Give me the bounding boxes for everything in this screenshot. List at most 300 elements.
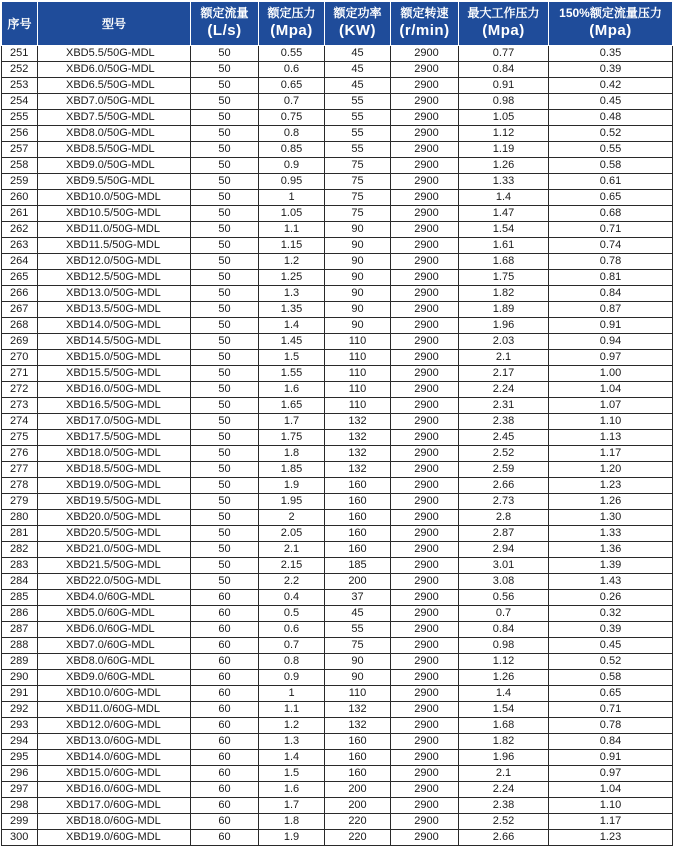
cell-max-pressure: 2.87	[459, 526, 549, 542]
cell-max-pressure: 3.08	[459, 574, 549, 590]
cell-150-pressure: 1.23	[549, 478, 673, 494]
table-row	[2, 638, 673, 654]
table-row	[2, 782, 673, 798]
cell-pressure: 1.95	[259, 494, 325, 510]
header-max-pressure-label: 最大工作压力	[467, 6, 540, 20]
cell-flow: 60	[191, 814, 259, 830]
cell-no: 274	[2, 414, 38, 430]
cell-model: XBD5.0/60G-MDL	[38, 606, 191, 622]
cell-model: XBD19.5/50G-MDL	[38, 494, 191, 510]
cell-150-pressure: 1.36	[549, 542, 673, 558]
cell-power: 110	[325, 398, 391, 414]
table-row	[2, 542, 673, 558]
cell-flow: 50	[191, 206, 259, 222]
cell-power: 110	[325, 686, 391, 702]
cell-power: 160	[325, 766, 391, 782]
cell-flow: 50	[191, 302, 259, 318]
cell-max-pressure: 1.82	[459, 734, 549, 750]
cell-speed: 2900	[391, 782, 459, 798]
cell-no: 266	[2, 286, 38, 302]
cell-speed: 2900	[391, 62, 459, 78]
cell-no: 257	[2, 142, 38, 158]
cell-power: 37	[325, 590, 391, 606]
cell-model: XBD17.5/50G-MDL	[38, 430, 191, 446]
table-row	[2, 110, 673, 126]
table-row	[2, 174, 673, 190]
cell-no: 290	[2, 670, 38, 686]
cell-flow: 60	[191, 830, 259, 846]
cell-max-pressure: 1.54	[459, 222, 549, 238]
cell-model: XBD13.0/50G-MDL	[38, 286, 191, 302]
cell-speed: 2900	[391, 318, 459, 334]
cell-model: XBD15.5/50G-MDL	[38, 366, 191, 382]
cell-model: XBD14.0/60G-MDL	[38, 750, 191, 766]
cell-no: 288	[2, 638, 38, 654]
table-row	[2, 734, 673, 750]
cell-power: 90	[325, 318, 391, 334]
cell-model: XBD18.0/50G-MDL	[38, 446, 191, 462]
cell-flow: 50	[191, 350, 259, 366]
cell-speed: 2900	[391, 238, 459, 254]
cell-model: XBD12.0/60G-MDL	[38, 718, 191, 734]
table-row	[2, 814, 673, 830]
header-no: 序号	[2, 2, 38, 46]
cell-power: 132	[325, 446, 391, 462]
header-pressure-label: 额定压力	[267, 6, 316, 20]
cell-max-pressure: 2.38	[459, 414, 549, 430]
cell-no: 291	[2, 686, 38, 702]
header-speed	[391, 2, 459, 46]
cell-model: XBD10.0/50G-MDL	[38, 190, 191, 206]
cell-pressure: 0.7	[259, 94, 325, 110]
header-pressure-unit: (Mpa)	[270, 22, 313, 39]
cell-speed: 2900	[391, 494, 459, 510]
table-row	[2, 398, 673, 414]
cell-max-pressure: 1.96	[459, 750, 549, 766]
cell-pressure: 1.7	[259, 798, 325, 814]
cell-power: 45	[325, 62, 391, 78]
cell-model: XBD12.5/50G-MDL	[38, 270, 191, 286]
cell-150-pressure: 1.39	[549, 558, 673, 574]
cell-power: 45	[325, 606, 391, 622]
cell-150-pressure: 1.20	[549, 462, 673, 478]
cell-max-pressure: 1.82	[459, 286, 549, 302]
cell-model: XBD11.0/50G-MDL	[38, 222, 191, 238]
table-row	[2, 286, 673, 302]
cell-150-pressure: 0.87	[549, 302, 673, 318]
header-flow	[191, 2, 259, 46]
cell-speed: 2900	[391, 766, 459, 782]
cell-speed: 2900	[391, 46, 459, 62]
cell-power: 110	[325, 382, 391, 398]
header-max-pressure	[459, 2, 549, 46]
table-row	[2, 142, 673, 158]
header-power-label: 额定功率	[333, 6, 382, 20]
cell-pressure: 2	[259, 510, 325, 526]
cell-pressure: 1.5	[259, 350, 325, 366]
cell-model: XBD13.0/60G-MDL	[38, 734, 191, 750]
cell-power: 185	[325, 558, 391, 574]
cell-no: 256	[2, 126, 38, 142]
cell-power: 55	[325, 110, 391, 126]
cell-150-pressure: 0.61	[549, 174, 673, 190]
cell-power: 75	[325, 206, 391, 222]
cell-power: 90	[325, 670, 391, 686]
cell-pressure: 1.8	[259, 446, 325, 462]
cell-flow: 50	[191, 318, 259, 334]
header-speed-unit: (r/min)	[399, 22, 450, 39]
cell-flow: 60	[191, 750, 259, 766]
cell-pressure: 2.15	[259, 558, 325, 574]
cell-no: 297	[2, 782, 38, 798]
cell-speed: 2900	[391, 158, 459, 174]
header-flow-label: 额定流量	[200, 6, 249, 20]
table-row	[2, 158, 673, 174]
cell-no: 283	[2, 558, 38, 574]
cell-max-pressure: 1.33	[459, 174, 549, 190]
cell-max-pressure: 1.4	[459, 686, 549, 702]
cell-model: XBD5.5/50G-MDL	[38, 46, 191, 62]
cell-flow: 50	[191, 94, 259, 110]
cell-max-pressure: 1.75	[459, 270, 549, 286]
cell-flow: 50	[191, 238, 259, 254]
cell-flow: 50	[191, 62, 259, 78]
cell-flow: 50	[191, 526, 259, 542]
cell-speed: 2900	[391, 286, 459, 302]
cell-pressure: 1.9	[259, 478, 325, 494]
cell-power: 160	[325, 734, 391, 750]
cell-speed: 2900	[391, 398, 459, 414]
cell-speed: 2900	[391, 430, 459, 446]
cell-model: XBD16.5/50G-MDL	[38, 398, 191, 414]
cell-150-pressure: 1.13	[549, 430, 673, 446]
cell-model: XBD17.0/60G-MDL	[38, 798, 191, 814]
cell-pressure: 0.9	[259, 158, 325, 174]
cell-150-pressure: 0.97	[549, 766, 673, 782]
cell-150-pressure: 0.91	[549, 750, 673, 766]
cell-150-pressure: 0.94	[549, 334, 673, 350]
cell-150-pressure: 1.17	[549, 814, 673, 830]
table-row	[2, 190, 673, 206]
table-row	[2, 206, 673, 222]
cell-power: 75	[325, 158, 391, 174]
cell-power: 55	[325, 126, 391, 142]
cell-150-pressure: 1.33	[549, 526, 673, 542]
cell-pressure: 1.1	[259, 222, 325, 238]
cell-150-pressure: 0.52	[549, 654, 673, 670]
cell-power: 200	[325, 574, 391, 590]
cell-max-pressure: 2.1	[459, 766, 549, 782]
cell-150-pressure: 0.58	[549, 670, 673, 686]
cell-power: 160	[325, 494, 391, 510]
cell-flow: 60	[191, 606, 259, 622]
cell-pressure: 0.85	[259, 142, 325, 158]
table-row	[2, 798, 673, 814]
cell-150-pressure: 1.07	[549, 398, 673, 414]
cell-150-pressure: 0.71	[549, 222, 673, 238]
cell-model: XBD10.0/60G-MDL	[38, 686, 191, 702]
cell-max-pressure: 2.31	[459, 398, 549, 414]
table-row	[2, 510, 673, 526]
cell-150-pressure: 0.71	[549, 702, 673, 718]
cell-power: 110	[325, 350, 391, 366]
cell-pressure: 1.7	[259, 414, 325, 430]
cell-no: 292	[2, 702, 38, 718]
header-flow-unit: (L/s)	[207, 22, 242, 39]
cell-speed: 2900	[391, 686, 459, 702]
cell-pressure: 1.05	[259, 206, 325, 222]
cell-model: XBD18.0/60G-MDL	[38, 814, 191, 830]
cell-no: 294	[2, 734, 38, 750]
cell-pressure: 0.55	[259, 46, 325, 62]
cell-max-pressure: 1.19	[459, 142, 549, 158]
cell-max-pressure: 2.17	[459, 366, 549, 382]
cell-model: XBD7.0/50G-MDL	[38, 94, 191, 110]
cell-speed: 2900	[391, 78, 459, 94]
table-row	[2, 654, 673, 670]
cell-power: 160	[325, 478, 391, 494]
cell-speed: 2900	[391, 718, 459, 734]
cell-max-pressure: 1.54	[459, 702, 549, 718]
cell-150-pressure: 0.39	[549, 62, 673, 78]
cell-flow: 50	[191, 366, 259, 382]
cell-max-pressure: 2.66	[459, 830, 549, 846]
cell-max-pressure: 3.01	[459, 558, 549, 574]
cell-speed: 2900	[391, 270, 459, 286]
cell-power: 132	[325, 718, 391, 734]
cell-pressure: 1.6	[259, 382, 325, 398]
cell-power: 90	[325, 654, 391, 670]
cell-pressure: 1.9	[259, 830, 325, 846]
cell-150-pressure: 0.81	[549, 270, 673, 286]
cell-power: 90	[325, 270, 391, 286]
cell-speed: 2900	[391, 414, 459, 430]
cell-150-pressure: 0.74	[549, 238, 673, 254]
cell-speed: 2900	[391, 334, 459, 350]
cell-pressure: 1.3	[259, 734, 325, 750]
cell-flow: 50	[191, 222, 259, 238]
cell-no: 259	[2, 174, 38, 190]
cell-model: XBD6.0/60G-MDL	[38, 622, 191, 638]
cell-model: XBD21.0/50G-MDL	[38, 542, 191, 558]
header-150-pressure-label: 150%额定流量压力	[559, 6, 662, 20]
cell-150-pressure: 1.04	[549, 382, 673, 398]
cell-pressure: 1.35	[259, 302, 325, 318]
cell-max-pressure: 1.4	[459, 190, 549, 206]
table-row	[2, 350, 673, 366]
cell-pressure: 0.65	[259, 78, 325, 94]
cell-max-pressure: 0.84	[459, 62, 549, 78]
cell-no: 278	[2, 478, 38, 494]
cell-speed: 2900	[391, 734, 459, 750]
table-row	[2, 590, 673, 606]
cell-no: 293	[2, 718, 38, 734]
cell-flow: 60	[191, 798, 259, 814]
header-speed-label: 额定转速	[400, 6, 449, 20]
cell-speed: 2900	[391, 574, 459, 590]
table-row	[2, 366, 673, 382]
cell-speed: 2900	[391, 750, 459, 766]
cell-no: 269	[2, 334, 38, 350]
cell-no: 251	[2, 46, 38, 62]
cell-no: 282	[2, 542, 38, 558]
table-row	[2, 318, 673, 334]
cell-no: 271	[2, 366, 38, 382]
cell-max-pressure: 1.47	[459, 206, 549, 222]
cell-pressure: 1	[259, 686, 325, 702]
cell-pressure: 1.8	[259, 814, 325, 830]
cell-no: 298	[2, 798, 38, 814]
cell-pressure: 2.2	[259, 574, 325, 590]
cell-flow: 50	[191, 510, 259, 526]
cell-flow: 60	[191, 638, 259, 654]
cell-pressure: 1.45	[259, 334, 325, 350]
table-row	[2, 430, 673, 446]
cell-pressure: 0.8	[259, 654, 325, 670]
cell-150-pressure: 0.65	[549, 190, 673, 206]
cell-flow: 50	[191, 110, 259, 126]
cell-flow: 50	[191, 542, 259, 558]
cell-power: 160	[325, 526, 391, 542]
cell-pressure: 1	[259, 190, 325, 206]
table-row	[2, 606, 673, 622]
cell-power: 220	[325, 830, 391, 846]
cell-model: XBD12.0/50G-MDL	[38, 254, 191, 270]
cell-150-pressure: 1.10	[549, 414, 673, 430]
cell-power: 90	[325, 286, 391, 302]
cell-power: 220	[325, 814, 391, 830]
cell-no: 295	[2, 750, 38, 766]
cell-no: 270	[2, 350, 38, 366]
cell-speed: 2900	[391, 94, 459, 110]
cell-flow: 60	[191, 782, 259, 798]
cell-speed: 2900	[391, 558, 459, 574]
cell-max-pressure: 1.26	[459, 158, 549, 174]
cell-no: 264	[2, 254, 38, 270]
cell-power: 132	[325, 462, 391, 478]
cell-150-pressure: 0.78	[549, 718, 673, 734]
cell-pressure: 1.2	[259, 254, 325, 270]
cell-no: 254	[2, 94, 38, 110]
cell-model: XBD6.5/50G-MDL	[38, 78, 191, 94]
cell-model: XBD7.0/60G-MDL	[38, 638, 191, 654]
table-row	[2, 622, 673, 638]
cell-flow: 60	[191, 670, 259, 686]
cell-no: 255	[2, 110, 38, 126]
cell-pressure: 1.15	[259, 238, 325, 254]
cell-speed: 2900	[391, 814, 459, 830]
cell-no: 275	[2, 430, 38, 446]
table-row	[2, 494, 673, 510]
cell-power: 45	[325, 46, 391, 62]
cell-model: XBD11.0/60G-MDL	[38, 702, 191, 718]
cell-150-pressure: 0.97	[549, 350, 673, 366]
cell-power: 132	[325, 702, 391, 718]
cell-model: XBD22.0/50G-MDL	[38, 574, 191, 590]
cell-150-pressure: 0.84	[549, 734, 673, 750]
table-row	[2, 526, 673, 542]
cell-max-pressure: 0.7	[459, 606, 549, 622]
cell-flow: 50	[191, 46, 259, 62]
cell-model: XBD6.0/50G-MDL	[38, 62, 191, 78]
table-row	[2, 254, 673, 270]
cell-model: XBD19.0/60G-MDL	[38, 830, 191, 846]
cell-model: XBD16.0/50G-MDL	[38, 382, 191, 398]
cell-max-pressure: 2.1	[459, 350, 549, 366]
cell-150-pressure: 1.23	[549, 830, 673, 846]
table-row	[2, 62, 673, 78]
cell-speed: 2900	[391, 638, 459, 654]
table-row	[2, 46, 673, 62]
cell-flow: 50	[191, 174, 259, 190]
cell-no: 289	[2, 654, 38, 670]
cell-no: 300	[2, 830, 38, 846]
cell-speed: 2900	[391, 670, 459, 686]
cell-model: XBD10.5/50G-MDL	[38, 206, 191, 222]
cell-pressure: 1.55	[259, 366, 325, 382]
cell-150-pressure: 1.17	[549, 446, 673, 462]
cell-150-pressure: 0.78	[549, 254, 673, 270]
cell-model: XBD19.0/50G-MDL	[38, 478, 191, 494]
cell-pressure: 0.4	[259, 590, 325, 606]
cell-flow: 60	[191, 622, 259, 638]
cell-model: XBD4.0/60G-MDL	[38, 590, 191, 606]
cell-speed: 2900	[391, 350, 459, 366]
cell-speed: 2900	[391, 606, 459, 622]
cell-no: 287	[2, 622, 38, 638]
table-row	[2, 446, 673, 462]
cell-150-pressure: 0.42	[549, 78, 673, 94]
header-150-pressure-unit: (Mpa)	[589, 22, 632, 39]
cell-flow: 60	[191, 718, 259, 734]
cell-max-pressure: 2.52	[459, 814, 549, 830]
cell-speed: 2900	[391, 446, 459, 462]
cell-max-pressure: 1.61	[459, 238, 549, 254]
cell-speed: 2900	[391, 206, 459, 222]
cell-150-pressure: 0.39	[549, 622, 673, 638]
cell-speed: 2900	[391, 302, 459, 318]
table-row	[2, 478, 673, 494]
cell-pressure: 1.2	[259, 718, 325, 734]
cell-power: 75	[325, 174, 391, 190]
cell-flow: 50	[191, 78, 259, 94]
cell-no: 284	[2, 574, 38, 590]
table-row	[2, 222, 673, 238]
cell-model: XBD8.0/60G-MDL	[38, 654, 191, 670]
cell-pressure: 1.4	[259, 318, 325, 334]
cell-speed: 2900	[391, 510, 459, 526]
cell-no: 279	[2, 494, 38, 510]
cell-flow: 60	[191, 590, 259, 606]
cell-150-pressure: 0.68	[549, 206, 673, 222]
cell-pressure: 0.5	[259, 606, 325, 622]
table-row	[2, 558, 673, 574]
header-150-pressure	[549, 2, 673, 46]
cell-no: 277	[2, 462, 38, 478]
cell-pressure: 2.1	[259, 542, 325, 558]
cell-power: 90	[325, 254, 391, 270]
pump-spec-table	[1, 1, 673, 846]
cell-150-pressure: 0.45	[549, 638, 673, 654]
cell-pressure: 0.6	[259, 62, 325, 78]
cell-speed: 2900	[391, 190, 459, 206]
cell-model: XBD8.0/50G-MDL	[38, 126, 191, 142]
cell-max-pressure: 2.66	[459, 478, 549, 494]
table-row	[2, 94, 673, 110]
cell-model: XBD21.5/50G-MDL	[38, 558, 191, 574]
cell-model: XBD14.0/50G-MDL	[38, 318, 191, 334]
cell-no: 272	[2, 382, 38, 398]
